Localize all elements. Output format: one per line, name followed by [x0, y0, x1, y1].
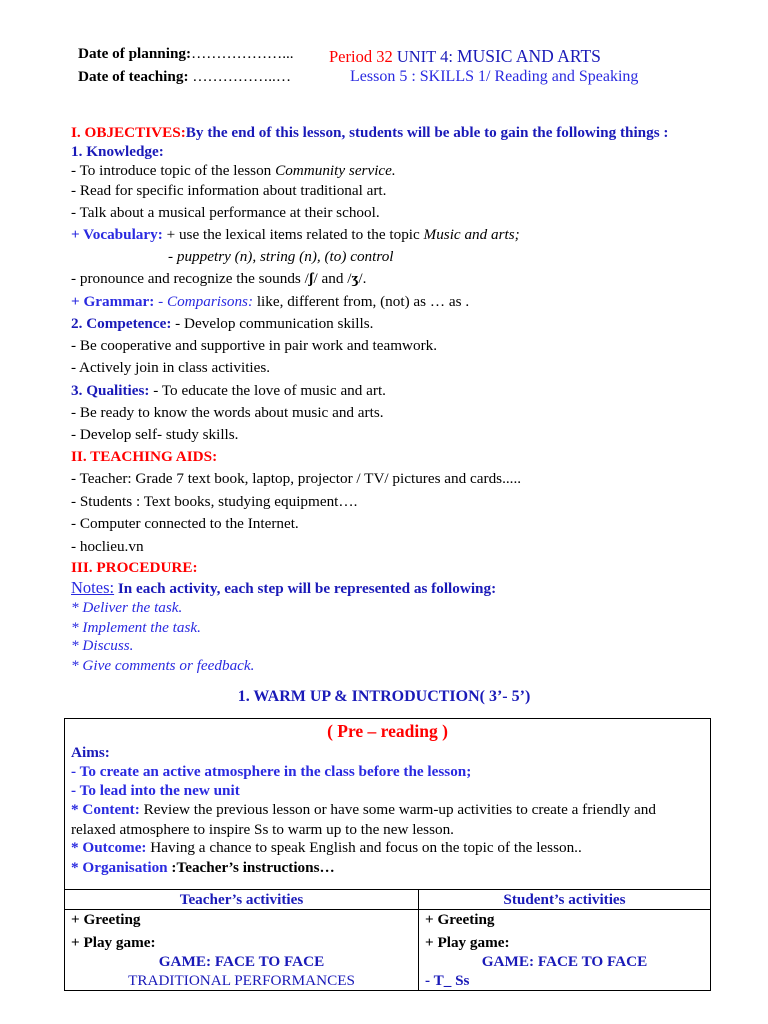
step-1: * Deliver the task. — [71, 599, 183, 616]
vocabulary-text: + use the lexical items related to the topic — [162, 226, 424, 243]
objectives-intro: By the end of this lesson, students will be able to gain the following things : — [185, 124, 669, 141]
knowledge-item-1-text: - To introduce topic of the lesson — [71, 162, 276, 179]
knowledge-item-1-topic: Community service. — [275, 162, 396, 179]
aim-1: - To create an active atmosphere in the class before the lesson; — [71, 763, 472, 780]
qualities-line — [71, 382, 386, 400]
teacher-game-topic: TRADITIONAL PERFORMANCES — [128, 972, 355, 989]
outcome-line — [71, 839, 582, 857]
knowledge-item-2: - Read for specific information about traditional art. — [71, 182, 387, 199]
sounds-line — [71, 270, 366, 288]
qualities-heading: 3. Qualities: — [71, 382, 150, 399]
teaching-aids-heading: II. TEACHING AIDS: — [71, 448, 218, 465]
competence-item-2: - Be cooperative and supportive in pair work and teamwork. — [71, 337, 438, 354]
competence-heading: 2. Competence: — [71, 315, 172, 332]
knowledge-item-1 — [71, 162, 396, 180]
aid-item-4: - hoclieu.vn — [71, 538, 144, 555]
notes-line — [71, 579, 496, 598]
teaching-dots: ……………..… — [192, 68, 292, 85]
qualities-text: - To educate the love of music and art. — [149, 382, 386, 399]
period-label: Period 32 — [329, 47, 393, 66]
student-activities-cell — [419, 910, 711, 991]
vocabulary-items: - puppetry (n), string (n), (to) control — [168, 248, 394, 265]
content-line-2: relaxed atmosphere to inspire Ss to warm up to the new lesson. — [71, 821, 454, 838]
unit-label: UNIT 4: — [396, 47, 453, 66]
aims-label: Aims: — [71, 744, 110, 761]
student-interaction: - T_ Ss — [425, 972, 470, 989]
student-greeting: + Greeting — [425, 911, 495, 928]
notes-text: In each activity, each step will be represented as following: — [114, 580, 497, 597]
step-4: * Give comments or feedback. — [71, 657, 255, 674]
planning-label: Date of planning: — [78, 45, 192, 62]
warmup-title: 1. WARM UP & INTRODUCTION( 3’- 5’) — [237, 688, 531, 705]
content-text: Review the previous lesson or have some warm-up activities to create a friendly and — [139, 801, 656, 818]
outcome-label: * Outcome: — [71, 839, 147, 856]
grammar-topic: Comparisons: — [166, 293, 254, 310]
vocabulary-topic: Music and arts; — [423, 226, 520, 243]
teacher-greeting: + Greeting — [71, 911, 141, 928]
sounds-text: - pronounce and recognize the sounds / — [71, 270, 309, 287]
teacher-activities-header: Teacher’s activities — [65, 890, 419, 910]
planning-dots: ………………... — [191, 45, 294, 62]
knowledge-item-3: - Talk about a musical performance at their school. — [71, 204, 380, 221]
step-2: * Implement the task. — [71, 619, 201, 636]
objectives-line — [71, 124, 668, 142]
content-line — [71, 801, 656, 819]
aid-item-2: - Students : Text books, studying equipment…. — [71, 493, 358, 510]
knowledge-heading: 1. Knowledge: — [71, 143, 164, 160]
qualities-item-3: - Develop self- study skills. — [71, 426, 239, 443]
procedure-heading: III. PROCEDURE: — [71, 559, 198, 576]
table-header-row — [65, 890, 711, 910]
grammar-text: like, different from, (not) as … as . — [253, 293, 470, 310]
aid-item-3: - Computer connected to the Internet. — [71, 515, 299, 532]
student-activities-header: Student’s activities — [419, 890, 711, 910]
date-of-teaching — [78, 68, 291, 86]
content-label: * Content: — [71, 801, 140, 818]
sounds-mid: / and / — [313, 270, 352, 287]
grammar-dash: - — [154, 293, 167, 310]
sounds-end: /. — [358, 270, 367, 287]
aid-item-1: - Teacher: Grade 7 text book, laptop, projector / TV/ pictures and cards..... — [71, 470, 522, 487]
grammar-line — [71, 293, 469, 311]
unit-heading — [329, 46, 601, 67]
competence-text: - Develop communication skills. — [171, 315, 374, 332]
lesson-title: Lesson 5 : SKILLS 1/ Reading and Speaking — [350, 68, 639, 85]
student-game-name: GAME: FACE TO FACE — [481, 953, 648, 970]
organisation-label: * Organisation — [71, 859, 172, 876]
objectives-heading: I. OBJECTIVES: — [71, 124, 186, 141]
vocabulary-label: + Vocabulary: — [71, 226, 163, 243]
competence-item-3: - Actively join in class activities. — [71, 359, 271, 376]
organisation-text: :Teacher’s instructions… — [171, 859, 335, 876]
unit-title: MUSIC AND ARTS — [457, 46, 601, 66]
teacher-activities-cell — [65, 910, 419, 991]
step-3: * Discuss. — [71, 637, 134, 654]
organisation-line — [71, 859, 335, 877]
date-of-planning — [78, 45, 294, 63]
stage-label: ( Pre – reading ) — [327, 721, 448, 741]
sound-sh: ʃ — [308, 270, 314, 287]
table-row — [65, 910, 711, 991]
activities-table — [64, 889, 711, 991]
competence-line — [71, 315, 373, 333]
notes-label: Notes: — [71, 578, 115, 597]
aim-2: - To lead into the new unit — [71, 782, 240, 799]
qualities-item-2: - Be ready to know the words about music and arts. — [71, 404, 384, 421]
student-play-game: + Play game: — [425, 934, 510, 951]
teacher-game-name: GAME: FACE TO FACE — [158, 953, 325, 970]
outcome-text: Having a chance to speak English and focus on the topic of the lesson.. — [146, 839, 582, 856]
sound-zh: ʒ — [351, 270, 359, 287]
vocabulary-line — [71, 226, 520, 244]
warmup-box — [64, 718, 711, 890]
teaching-label: Date of teaching: — [78, 68, 189, 85]
teacher-play-game: + Play game: — [71, 934, 156, 951]
grammar-label: + Grammar: — [71, 293, 155, 310]
